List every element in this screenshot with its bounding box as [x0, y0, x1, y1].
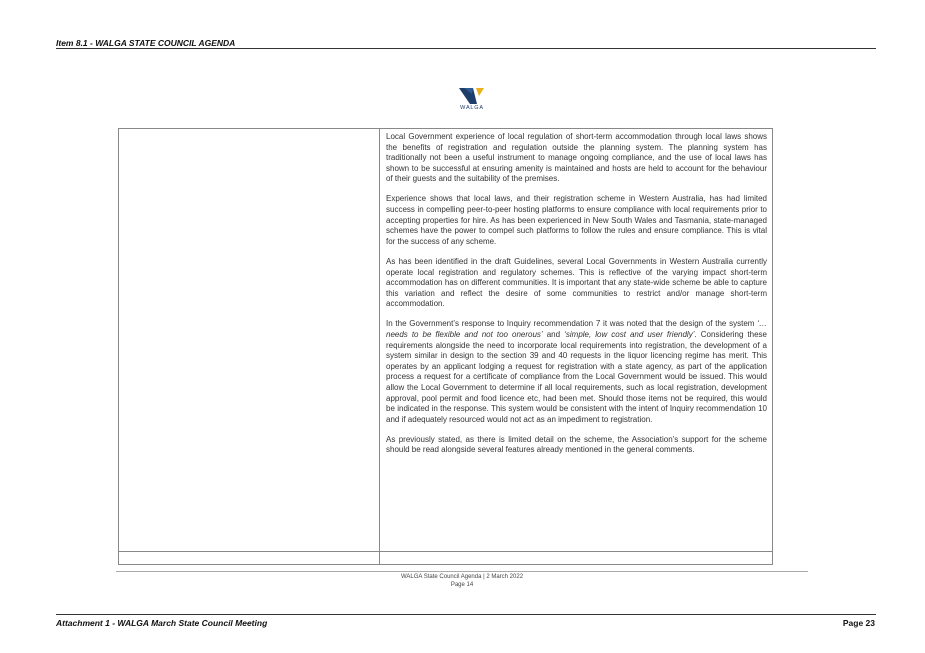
table-empty-row [119, 552, 380, 564]
page-number: Page 23 [842, 618, 875, 628]
header-divider [56, 48, 876, 49]
page-footer [116, 574, 808, 589]
quote-simple: ‘simple, low cost and user friendly’ [564, 330, 695, 339]
logo-wordmark: WALGA [460, 105, 484, 111]
paragraph-local-laws-experience: Experience shows that local laws, and their registration scheme in Western Australia, has had limited success in compelling peer-to-peer hosting platforms to ensure compliance with local requirements prior to accepting properties for hire. As has been experienced in New South Wales and Tasmania, state-managed schemes have the power to compel such platforms to follow the rules and ensure compliance. This is vital for the success of any scheme. [386, 194, 767, 246]
table-left-cell [119, 129, 380, 551]
content-table [118, 128, 773, 565]
paragraph-association-support: As previously stated, as there is limited detail on the scheme, the Association’s support for the scheme should be read alongside several features already mentioned in the general comments. [386, 434, 767, 455]
page-footer-divider [116, 571, 808, 572]
paragraph-local-regulation: Local Government experience of local regulation of short-term accommodation through local laws shows the benefits of registration and regulation outside the planning system. The planning system has traditionally not been a useful instrument to manage ongoing compliance, and the use of local laws has shown to be successful at ensuring amenity is maintained and hosts are held to account for the behaviour of their guests and the suitability of the premises. [386, 132, 767, 184]
page-footer-number: Page 14 [450, 581, 474, 588]
page-footer-agenda: WALGA State Council Agenda | 2 March 2022 [400, 574, 524, 580]
paragraph-government-response: In the Government’s response to Inquiry recommendation 7 it was noted that the design of the system ‘…needs to be flexible and not too onerous’ and ‘simple, low cost and user friendly’. Considering these requirements alongside the need to incorporate local requirements into registration, the development of a system similar in design to the section 39 and 40 requests in the liquor licencing regime has merit. This operates by an applicant lodging a request for registration with a state agency, as part of the application process a request for a certificate of compliance from the Local Government would be issued. This would allow the Local Government to determine if all local requirements, such as local registration, development approval, pool permit and food licence etc, had been met. Should those items not be required, this would be indicated in the response. This system would be consistent with the intent of Inquiry recommendation 10 and if adequately resourced would not act as an impediment to registration. [386, 319, 767, 424]
walga-logo [452, 88, 492, 118]
attachment-label: Attachment 1 - WALGA March State Council Meeting [56, 618, 268, 628]
table-right-cell [381, 129, 771, 551]
quote-flexible: ‘…needs to be flexible and not too onerous’ [386, 319, 767, 339]
footer-divider [56, 614, 876, 615]
agenda-header: Item 8.1 - WALGA STATE COUNCIL AGENDA [56, 38, 236, 48]
walga-logo-icon [459, 88, 485, 104]
paragraph-draft-guidelines: As has been identified in the draft Guidelines, several Local Governments in Western Australia currently operate local registration and regulatory schemes. This is reflective of the varying impact short-term accommodation has on different communities. It is important that any state-wide scheme be able to capture this variation and reflect the desire of some communities to restrict and/or manage short-term accommodation. [386, 256, 767, 309]
